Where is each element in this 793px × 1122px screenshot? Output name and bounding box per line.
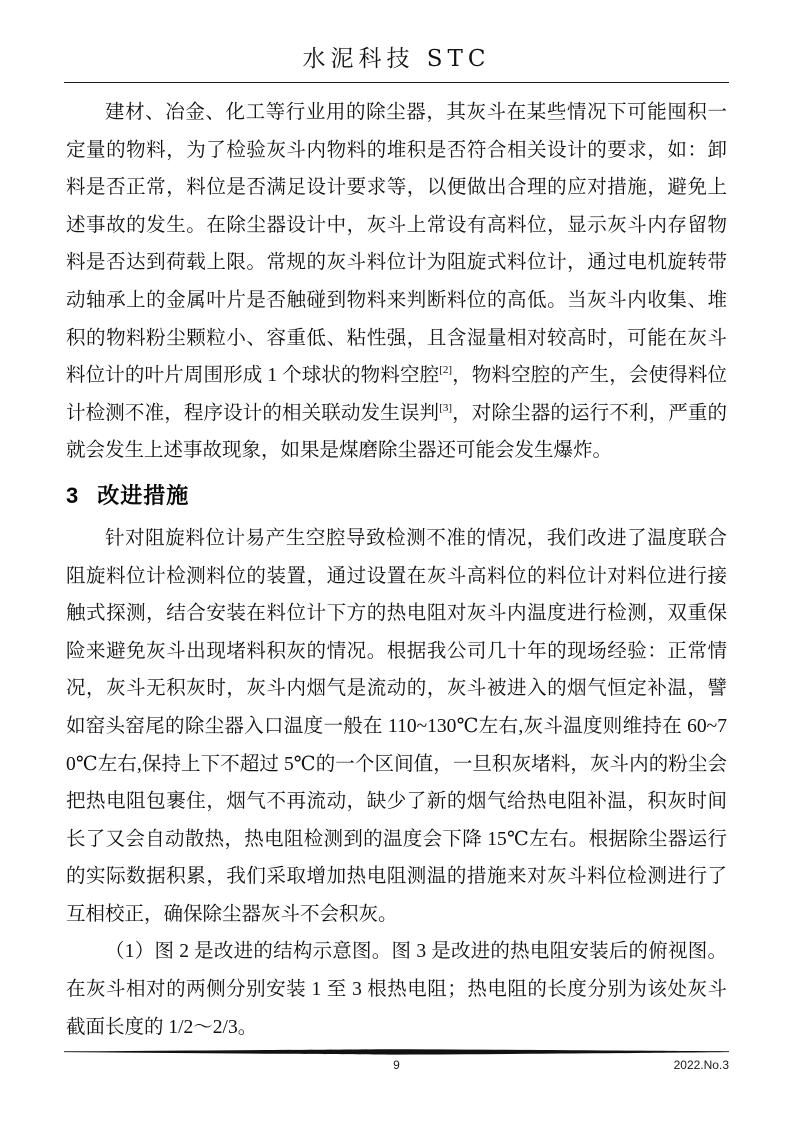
footer-divider: [64, 1048, 729, 1056]
paragraph-figure-description: （1）图 2 是改进的结构示意图。图 3 是改进的热电阻安装后的俯视图。在灰斗相对的两侧分别安装 1 至 3 根热电阻；热电阻的长度分别为该处灰斗截面长度的 1/2～2/3。: [66, 941, 727, 1038]
header-divider: [64, 82, 729, 83]
issue-label: 2022.No.3: [673, 1058, 729, 1072]
section-number: 3: [66, 482, 80, 508]
citation-ref-3: [3]: [439, 401, 453, 414]
section-title: 改进措施: [97, 482, 190, 508]
paragraph-text: ，对除尘器的运行不利，严重的就会发生上述事故现象，如果是煤磨除尘器还可能会发生爆炸。: [66, 402, 727, 462]
journal-title: 水泥科技 STC: [302, 46, 491, 72]
document-body: [66, 94, 727, 1046]
section-heading-improvements: [66, 481, 727, 511]
footer-row: [64, 1058, 729, 1072]
citation-ref-2: [2]: [439, 364, 453, 377]
page-number: 9: [393, 1058, 400, 1072]
page-header: [64, 0, 729, 83]
paragraph-text: ，物料空腔的产生，会使得料位计检测不准，程序设计的相关联动发生误判: [66, 365, 727, 424]
paragraph-dust-collector-intro: [66, 94, 727, 470]
paragraph-improvement-description: 针对阻旋料位计易产生空腔导致检测不准的情况，我们改进了温度联合阻旋料位计检测料位的装置，通过设置在灰斗高料位的料位计对料位进行接触式探测，结合安装在料位计下方的热电阻对灰斗内温度进行检测，双重保险来避免灰斗出现堵料积灰的情况。根据我公司几十年的现场经验：正常情况，灰斗无积灰时，灰斗内烟气是流动的，灰斗被进入的烟气恒定补温，譬如窑头窑尾的除尘器入口温度一般在 110~130℃左右,灰斗温度则维持在 60~70℃左右,保持上下不超过 5℃的一个区间值，一旦积灰堵料，灰斗内的粉尘会把热电阻包裹住，烟气不再流动，缺少了新的烟气给热电阻补温，积灰时间长了又会自动散热，热电阻检测到的温度会下降 15℃左右。根据除尘器运行的实际数据积累，我们采取增加热电阻测温的措施来对灰斗料位检测进行了互相校正，确保除尘器灰斗不会积灰。: [66, 527, 727, 925]
paragraph-text: 建材、冶金、化工等行业用的除尘器，其灰斗在某些情况下可能囤积一定量的物料，为了检验灰斗内物料的堆积是否符合相关设计的要求，如：卸料是否正常，料位是否满足设计要求等，以便做出合理的应对措施，避免上述事故的发生。在除尘器设计中，灰斗上常设有高料位，显示灰斗内存留物料是否达到荷载上限。常规的灰斗料位计为阻旋式料位计，通过电机旋转带动轴承上的金属叶片是否触碰到物料来判断料位的高低。当灰斗内收集、堆积的物料粉尘颗粒小、容重低、粘性强，且含湿量相对较高时，可能在灰斗料位计的叶片周围形成 1 个球状的物料空腔: [66, 102, 727, 387]
page-footer: [64, 1048, 729, 1122]
